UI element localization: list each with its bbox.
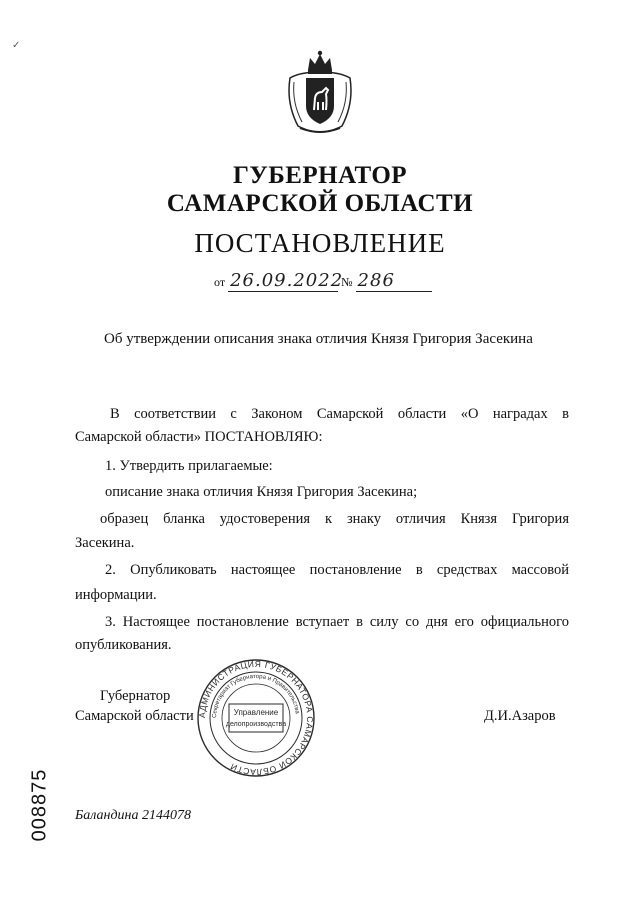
stamp-center-line2: делопроизводства [225, 721, 287, 728]
margin-mark: ✓ [12, 40, 21, 51]
body-paragraph-1-line2: Самарской области» ПОСТАНОВЛЯЮ: [75, 429, 323, 445]
stamp-inner-text: Секретариат Губернатора и Правительства [211, 673, 300, 719]
official-stamp [196, 658, 316, 778]
item-3-line1: 3. Настоящее постановление вступает в силу со дня его официального [105, 614, 569, 630]
body-paragraph-1-line1: В соответствии с Законом Самарской области «О наградах в [110, 406, 569, 422]
signatory-position-line1: Губернатор [100, 688, 171, 704]
decree-number: 286 [356, 270, 432, 292]
item-1b-line2: Засекина. [75, 535, 135, 551]
issuer-title-line1: ГУБЕРНАТОР [232, 162, 408, 189]
document-type: ПОСТАНОВЛЕНИЕ [194, 228, 446, 258]
item-1b-line1: образец бланка удостоверения к знаку отличия Князя Григория [100, 511, 569, 527]
date-number-line [214, 270, 432, 292]
date-from-label: от [214, 275, 226, 289]
executor-contact: Баландина 2144078 [75, 808, 192, 823]
item-1a: описание знака отличия Князя Григория Засекина; [105, 484, 418, 500]
stamp-center-line1: Управление [233, 708, 279, 717]
item-2-line1: 2. Опубликовать настоящее постановление в средствах массовой [105, 562, 569, 578]
stamp-outer-text: АДМИНИСТРАЦИЯ ГУБЕРНАТОРА САМАРСКОЙ ОБЛАСТИ [196, 658, 316, 778]
signatory-name: Д.И.Азаров [484, 708, 556, 724]
item-1: 1. Утвердить прилагаемые: [105, 458, 273, 474]
registration-number-text: 008875 [28, 768, 51, 842]
coat-of-arms-icon [284, 48, 356, 136]
issuer-title-line2: САМАРСКОЙ ОБЛАСТИ [166, 190, 474, 217]
signatory-position-line2: Самарской области [75, 708, 194, 724]
registration-number [20, 765, 60, 845]
decree-date: 26.09.2022 [230, 270, 344, 291]
item-2-line2: информации. [75, 587, 157, 603]
decree-subject: Об утверждении описания знака отличия Князя Григория Засекина [104, 331, 533, 347]
number-label: № [341, 275, 353, 289]
item-3-line2: опубликования. [75, 637, 172, 653]
